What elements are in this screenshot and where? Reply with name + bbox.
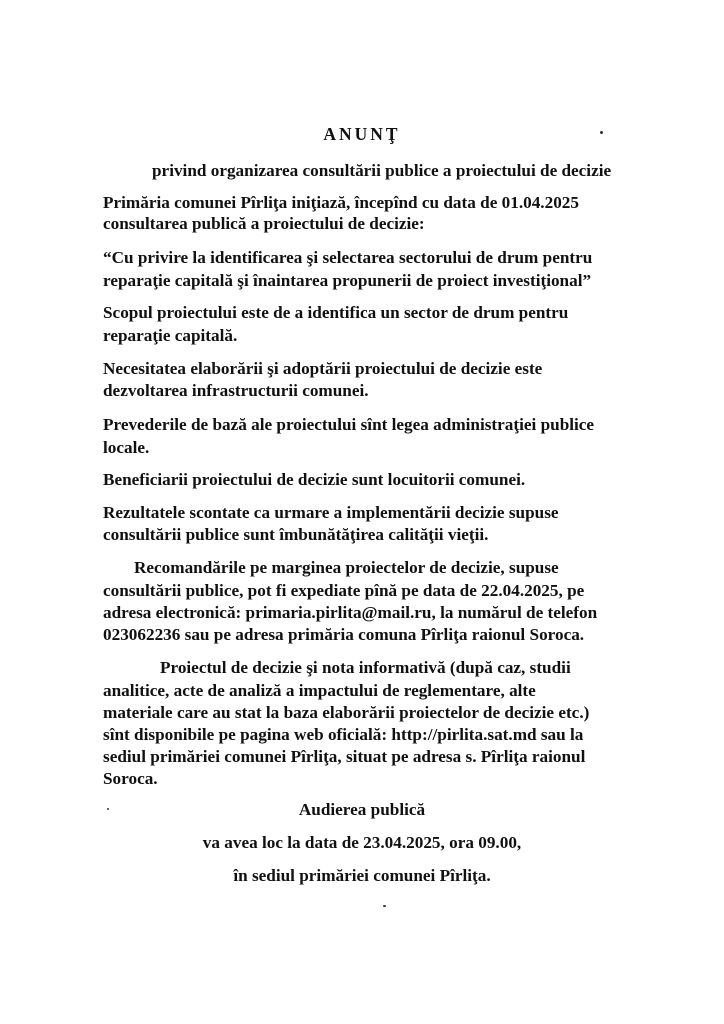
paragraph-line: Prevederile de bază ale proiectului sînt legea administraţiei publice [103, 415, 595, 434]
paragraph-line: Proiectul de decizie şi nota informativă (după caz, studii [160, 658, 571, 677]
paragraph-line: adresa electronică: primaria.pirlita@mail.ru, la numărul de telefon [103, 603, 598, 622]
paragraph-line: sînt disponibile pe pagina web oficială: http://pirlita.sat.md sau la [103, 725, 584, 744]
paragraph-line: Soroca. [103, 769, 158, 788]
paragraph-line: Beneficiarii proiectului de decizie sunt locuitorii comunei. [103, 470, 526, 489]
paragraph-line: “Cu privire la identificarea şi selectarea sectorului de drum pentru [103, 248, 593, 267]
paragraph-line: sediul primăriei comunei Pîrliţa, situat pe adresa s. Pîrliţa raionul [103, 747, 586, 766]
paragraph-line: reparaţie capitală şi înaintarea propunerii de proiect investiţional” [103, 271, 592, 290]
hearing-location: în sediul primăriei comunei Pîrliţa. [233, 866, 491, 885]
document-title: ANUNŢ [323, 124, 401, 144]
hearing-date: va avea loc la data de 23.04.2025, ora 09.00, [202, 833, 522, 852]
paragraph-line: Scopul proiectului este de a identifica un sector de drum pentru [103, 303, 569, 322]
paragraph-line: 023062236 sau pe adresa primăria comuna Pîrliţa raionul Soroca. [103, 625, 585, 644]
paragraph-line: Primăria comunei Pîrliţa iniţiază, începînd cu data de 01.04.2025 [103, 193, 579, 212]
scan-speck [600, 131, 603, 134]
document-subtitle: privind organizarea consultării publice a proiectului de decizie [152, 161, 612, 180]
paragraph-line: Rezultatele scontate ca urmare a implementării decizie supuse [103, 503, 559, 522]
paragraph-line: Recomandările pe marginea proiectelor de decizie, supuse [134, 558, 559, 577]
hearing-heading: Audierea publică [298, 800, 426, 819]
paragraph-line: locale. [103, 438, 150, 457]
paragraph-line: dezvoltarea infrastructurii comunei. [103, 381, 369, 400]
paragraph-line: consultarea publică a proiectului de decizie: [103, 214, 425, 233]
paragraph-line: consultării publice, pot fi expediate pînă pe data de 22.04.2025, pe [103, 581, 585, 600]
scan-speck [383, 905, 386, 907]
paragraph-line: consultării publice sunt îmbunătăţirea calităţii vieţii. [103, 525, 489, 544]
paragraph-line: analitice, acte de analiză a impactului de reglementare, alte [103, 681, 536, 700]
paragraph-line: reparaţie capitală. [103, 326, 238, 345]
paragraph-line: Necesitatea elaborării şi adoptării proiectului de decizie este [103, 359, 543, 378]
scan-speck [107, 808, 109, 810]
paragraph-line: materiale care au stat la baza elaborării proiectelor de decizie etc.) [103, 703, 590, 722]
